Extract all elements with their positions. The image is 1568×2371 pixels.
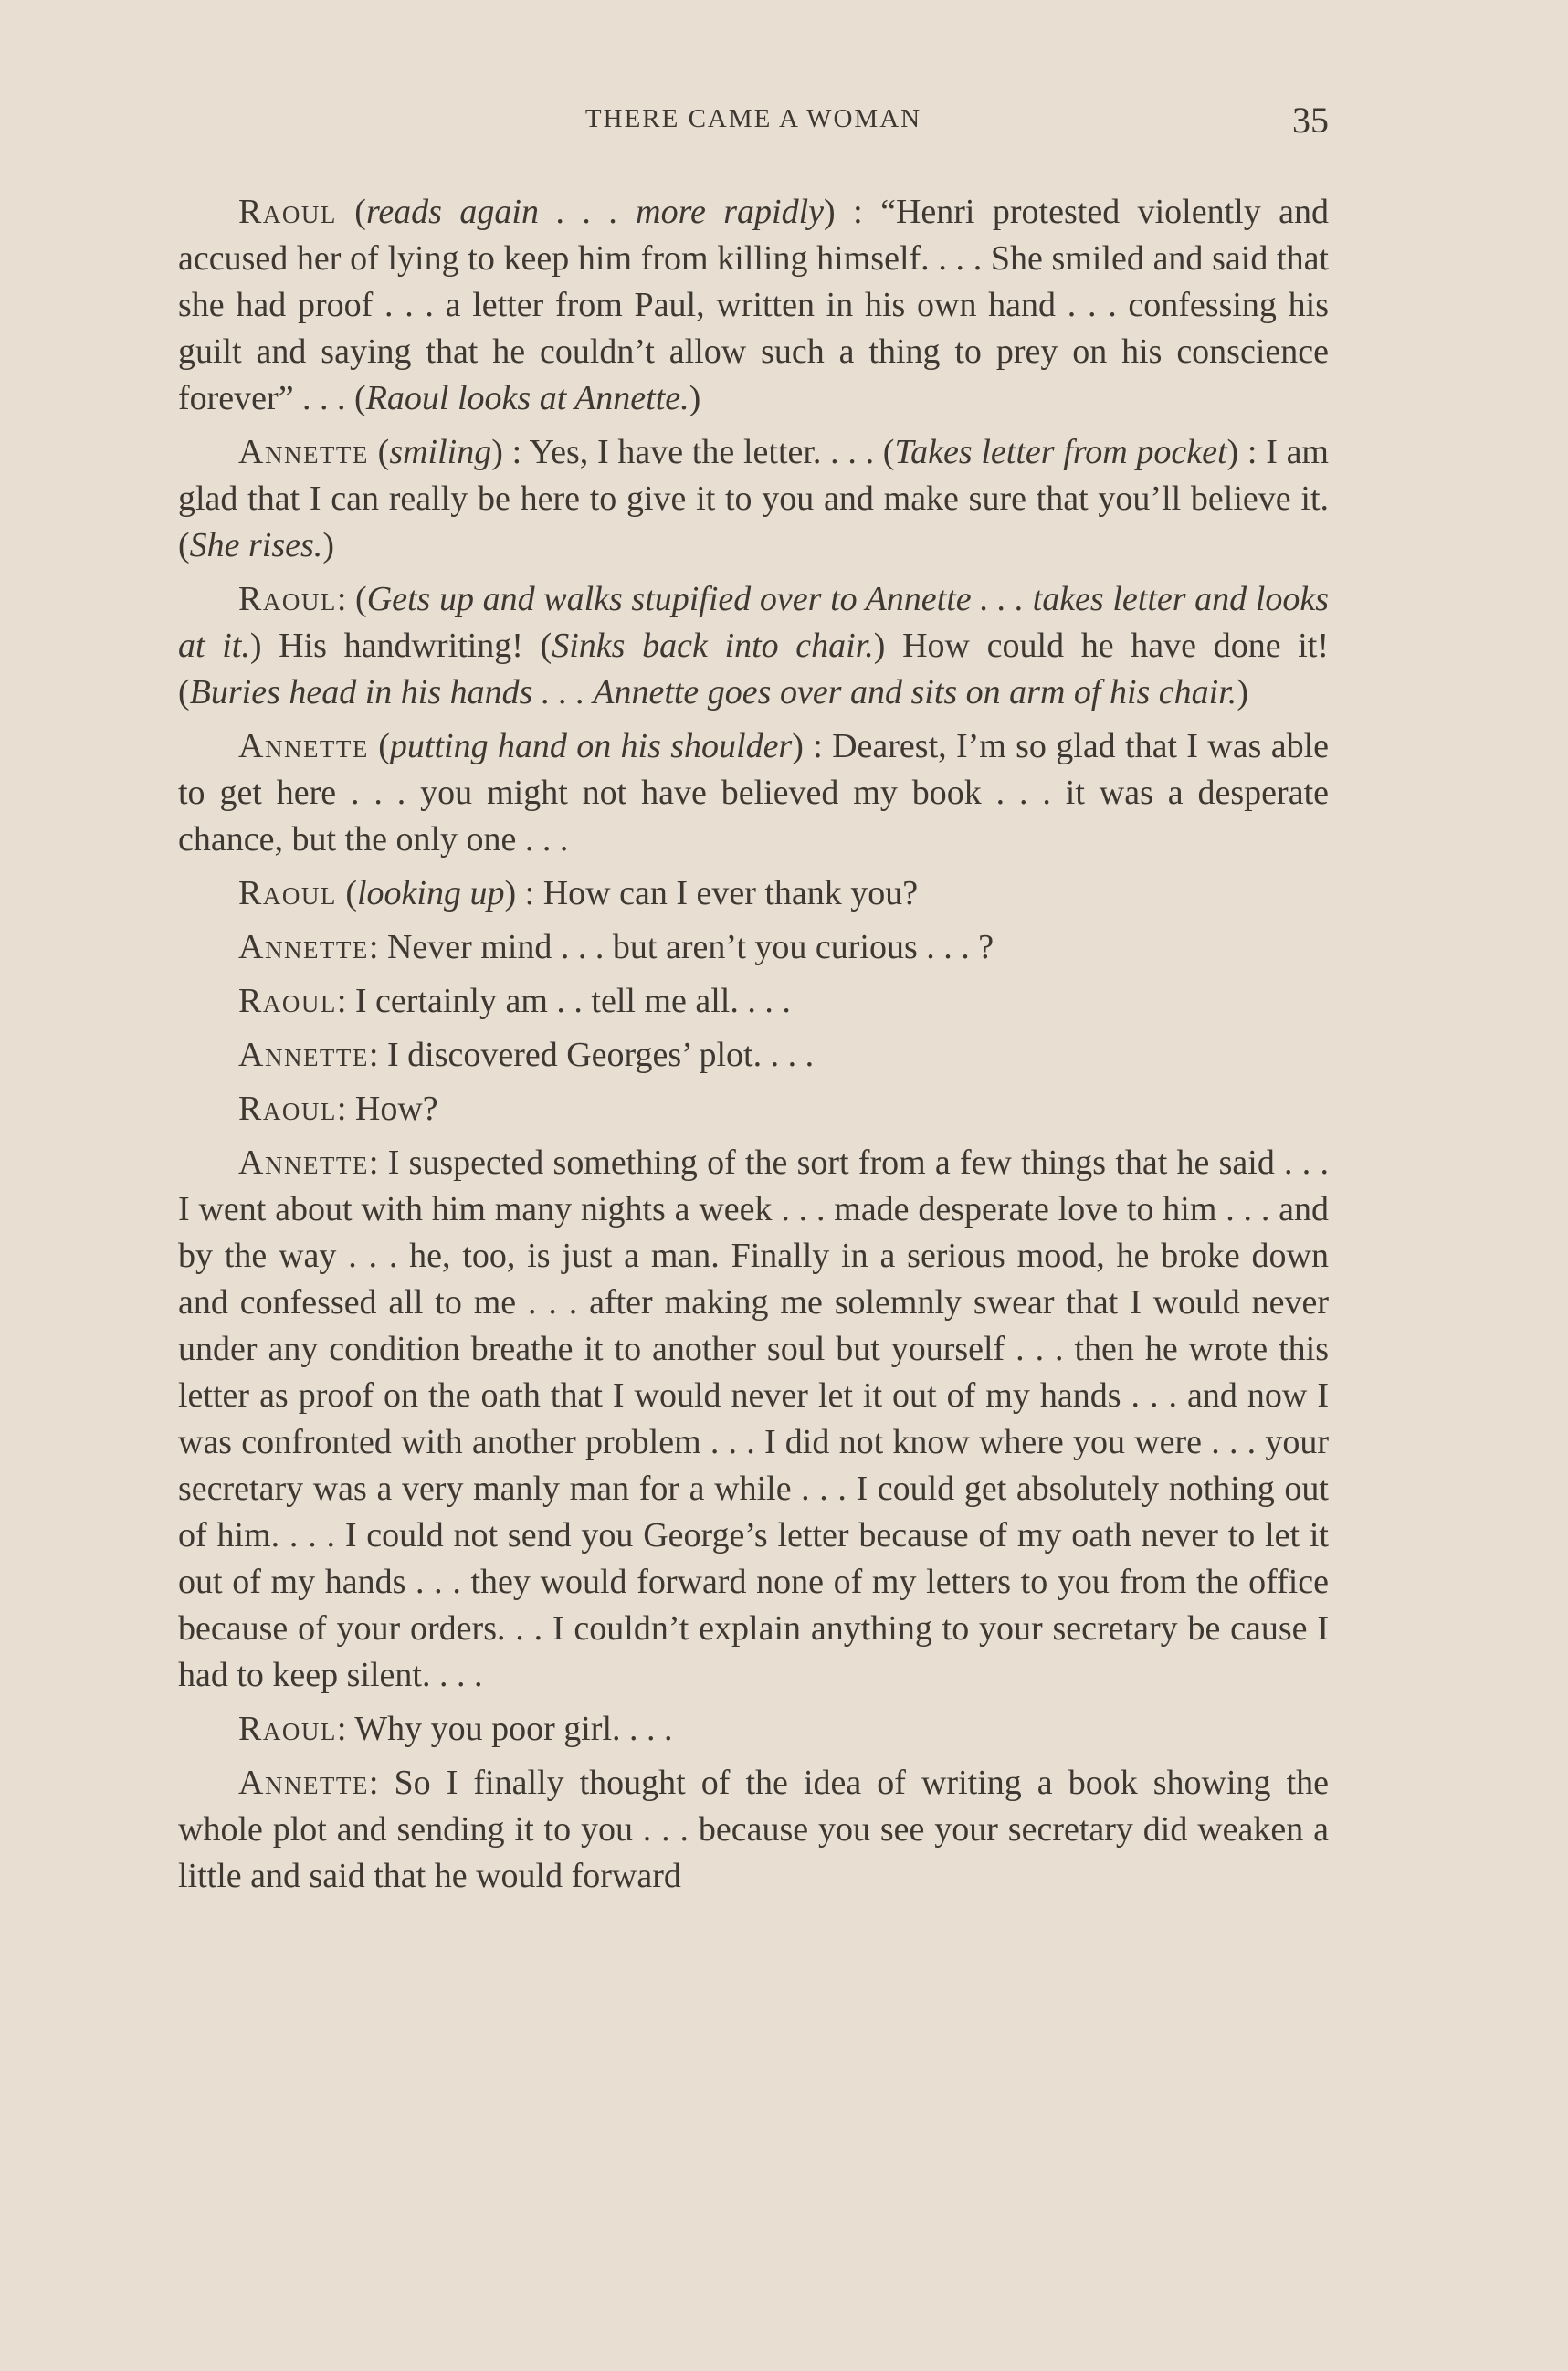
stage-direction: putting hand on his shoulder <box>389 727 793 765</box>
speaker-name: Annette <box>238 433 369 471</box>
dialogue-text: ) <box>322 526 334 564</box>
running-title: THERE CAME A WOMAN <box>584 104 922 133</box>
dialogue-paragraph <box>178 1032 1329 1079</box>
speaker-name: Raoul <box>238 874 337 912</box>
stage-direction: reads again . . . more rapidly <box>365 193 825 231</box>
dialogue-paragraph <box>178 1706 1329 1753</box>
running-head <box>178 99 1329 144</box>
speaker-name: Annette <box>238 727 369 765</box>
dialogue-paragraph <box>178 189 1329 422</box>
dialogue-text: : I certainly am . . tell me all. . . . <box>336 982 791 1020</box>
dialogue-text: : So I finally thought of the idea of writing a book showing the whole plot and sending it to you . . . because you see your secretary did weaken a little and said that he would forward <box>178 1764 1329 1895</box>
dialogue-text: ) <box>689 379 701 417</box>
dialogue-paragraph <box>178 1086 1329 1133</box>
dialogue-text: ) : “Henri protested violently and accused her of lying to keep him from killing himself. . . . She smiled and said that she had proof . . . a letter from Paul, written in his own hand . . . confessing his guilt and saying that he couldn’t allow such a thing to prey on his conscience forever” . . . ( <box>178 193 1330 417</box>
speaker-name: Raoul <box>238 580 337 618</box>
dialogue-paragraph <box>178 870 1329 917</box>
dialogue-text: ( <box>336 193 366 231</box>
dialogue-text: : Never mind . . . but aren’t you curious . . . ? <box>368 928 994 966</box>
dialogue-text: ) His handwriting! ( <box>249 627 552 665</box>
dialogue-text: ) : Yes, I have the letter. . . . ( <box>491 433 895 471</box>
stage-direction: Raoul looks at Annette. <box>365 379 689 417</box>
dialogue-text: : I discovered Georges’ plot. . . . <box>368 1036 815 1074</box>
stage-direction: smiling <box>389 433 492 471</box>
page-number: 35 <box>1292 100 1329 141</box>
stage-direction: Buries head in his hands . . . Annette goes over and sits on arm of his chair. <box>189 673 1237 711</box>
dialogue-text: ( <box>368 433 390 471</box>
stage-direction: looking up <box>357 874 505 912</box>
dialogue-text: ) : Dearest, I’m so glad that I was able to get here . . . you might not have believed my book . . . it was a desperate chance, but the only one . . . <box>178 727 1330 859</box>
dialogue-paragraph <box>178 723 1329 863</box>
dialogue-text: : How? <box>336 1090 438 1128</box>
play-text <box>178 189 1329 1907</box>
speaker-name: Raoul <box>238 1090 337 1128</box>
dialogue-text: ) : I am glad that I can really be here to give it to you and make sure that you’ll believe it. ( <box>178 433 1329 564</box>
dialogue-paragraph <box>178 978 1329 1025</box>
speaker-name: Annette <box>238 928 369 966</box>
stage-direction: Gets up and walks stupified over to Annette . . . takes letter and looks at it. <box>178 580 1329 665</box>
dialogue-paragraph <box>178 429 1329 569</box>
dialogue-paragraph <box>178 576 1329 716</box>
dialogue-text: ( <box>368 727 390 765</box>
dialogue-text: ) <box>1237 673 1248 711</box>
dialogue-paragraph <box>178 1760 1329 1900</box>
stage-direction: She rises. <box>189 526 323 564</box>
dialogue-paragraph <box>178 924 1329 971</box>
stage-direction: Sinks back into chair. <box>552 627 874 665</box>
dialogue-text: : I suspected something of the sort from a few things that he said . . . I went about with him many nights a week . . . made desperate love to him . . . and by the way . . . he, too, is just a man. Finally in a serious mood, he broke down and confessed all to me . . . after making me solemnly swear that I would never under any condition breathe it to another soul but yourself . . . then he wrote this letter as proof on the oath that I would never let it out of my hands . . . and now I was confronted with another problem . . . I did not know where you were . . . your secretary was a very manly man for a while . . . I could get absolutely nothing out of him. . . . I could not send you George’s letter because of my oath never to let it out of my hands . . . they would forward none of my letters to you from the office because of your orders. . . I couldn’t explain anything to your secretary be cause I had to keep silent. . . . <box>178 1143 1329 1694</box>
speaker-name: Annette <box>238 1036 369 1074</box>
dialogue-paragraph <box>178 1140 1329 1699</box>
speaker-name: Annette <box>238 1143 369 1182</box>
dialogue-text: ) : How can I ever thank you? <box>504 874 919 912</box>
speaker-name: Raoul <box>238 193 337 231</box>
speaker-name: Raoul <box>238 982 337 1020</box>
speaker-name: Annette <box>238 1764 369 1802</box>
stage-direction: Takes letter from pocket <box>894 433 1227 471</box>
speaker-name: Raoul <box>238 1710 337 1748</box>
dialogue-text: ) How could he have done it! ( <box>178 627 1329 711</box>
dialogue-text: ( <box>336 874 357 912</box>
dialogue-text: : ( <box>336 580 367 618</box>
dialogue-text: : Why you poor girl. . . . <box>336 1710 673 1748</box>
